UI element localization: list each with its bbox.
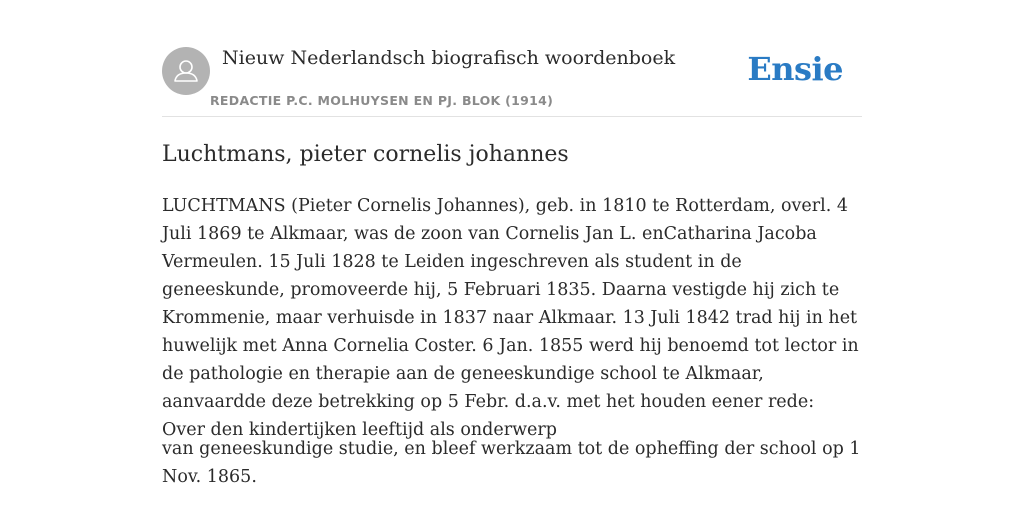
source-header bbox=[162, 0, 862, 117]
entry-paragraph-2: van geneeskundige studie, en bleef werkzaam tot de opheffing der school op 1 Nov. 1865. bbox=[162, 439, 861, 487]
source-editors: REDACTIE P.C. MOLHUYSEN EN PJ. BLOK (1914) bbox=[210, 93, 554, 108]
entry-paragraph-1: LUCHTMANS (Pieter Cornelis Johannes), geb. in 1810 te Rotterdam, overl. 4 Juli 1869 te Alkmaar, was de zoon van Cornelis Jan L. enCatharina Jacoba Vermeulen. 15 Juli 1828 te Leiden ingeschreven als student in de geneeskunde, promoveerde hij, 5 Februari 1835. Daarna vestigde hij zich te Krommenie, maar verhuisde in 1837 naar Alkmaar. 13 Juli 1842 trad hij in het huwelijk met Anna Cornelia Coster. 6 Jan. 1855 werd hij benoemd tot lector in de pathologie en therapie aan de geneeskundige school te Alkmaar, aanvaardde deze betrekking op 5 Febr. d.a.v. met het houden eener rede: Over den kindertijken leeftijd als onderwerp bbox=[162, 196, 859, 440]
source-title[interactable]: Nieuw Nederlandsch biografisch woordenboek bbox=[222, 47, 676, 69]
entry-title: Luchtmans, pieter cornelis johannes bbox=[162, 142, 569, 167]
page bbox=[162, 0, 862, 512]
ensie-logo-link[interactable]: Ensie bbox=[747, 50, 843, 88]
user-icon bbox=[162, 47, 210, 95]
